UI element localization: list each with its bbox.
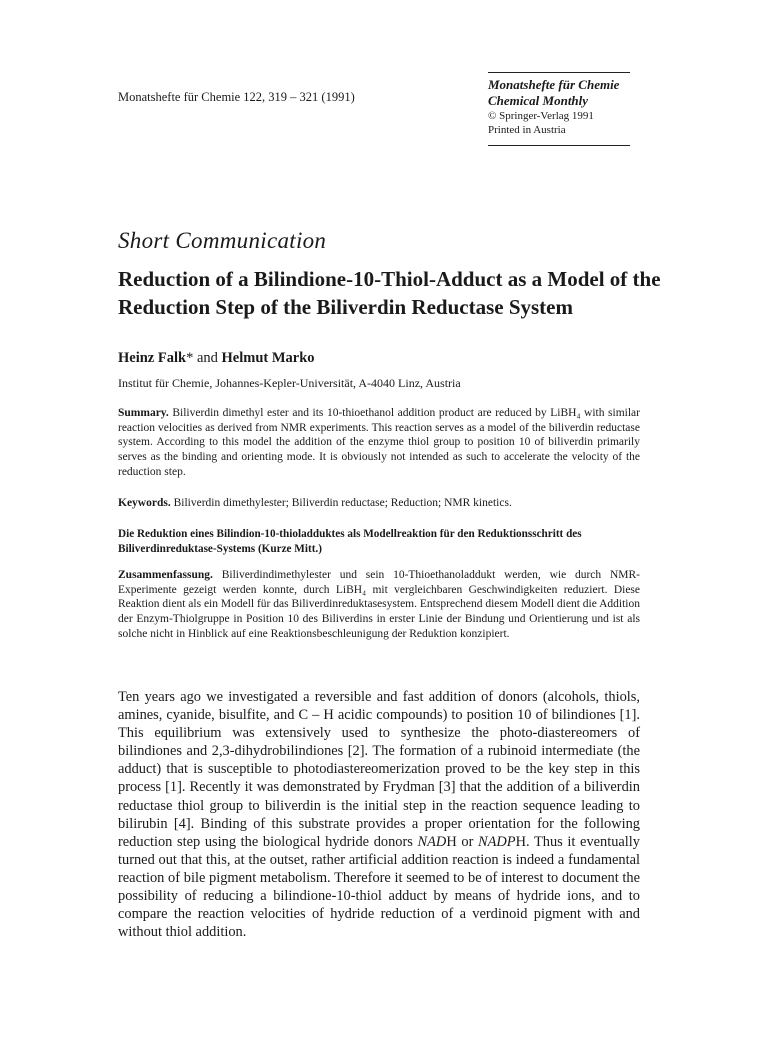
article-title: Reduction of a Bilindione-10-Thiol-Adduct as a Model of the Reduction Step of the Biliverdin Reductase System bbox=[118, 267, 661, 319]
authors bbox=[118, 350, 315, 367]
nadh-term: NAD bbox=[417, 833, 447, 850]
affiliation: Institut für Chemie, Johannes-Kepler-Universität, A-4040 Linz, Austria bbox=[118, 376, 461, 390]
journal-reference: Monatshefte für Chemie 122, 319 – 321 (1991) bbox=[118, 90, 355, 104]
author-separator: * and bbox=[186, 350, 222, 366]
zusammenfassung-paragraph bbox=[118, 568, 640, 642]
masthead-printed: Printed in Austria bbox=[488, 124, 566, 136]
zusammenfassung-label: Zusammenfassung. bbox=[118, 569, 213, 581]
masthead-journal-english: Chemical Monthly bbox=[488, 93, 589, 108]
german-title: Die Reduktion eines Bilindion-10-thioladduktes als Modellreaktion für den Reduktionsschritt des Biliverdinreduktase-Systems (Kurze Mitt.) bbox=[118, 528, 582, 555]
summary-text: Biliverdin dimethyl ester and its 10-thioethanol addition product are reduced by LiBH₄ with similar reaction velocities as derived from NMR experiments. This reaction serves as a model of the biliverdin reductase system. According to this model the addition of the enzyme thiol group to position 10 of biliverdin primarily serves as the binding and orienting mode. It is obviously not intended as such to accelerate the velocity of the reduction step. bbox=[118, 407, 640, 478]
masthead-copyright: © Springer-Verlag 1991 bbox=[488, 110, 594, 122]
masthead-journal-name: Monatshefte für Chemie bbox=[488, 77, 620, 92]
summary-paragraph bbox=[118, 406, 640, 480]
summary-label: Summary. bbox=[118, 407, 169, 419]
body-text-h1: H or bbox=[446, 833, 479, 850]
nadph-term: NADP bbox=[478, 833, 516, 850]
body-text-2: H. Thus it eventually turned out that this, at the outset, rather artificial addition reaction is indeed a fundamental reaction of bile pigment metabolism. Therefore it seemed to be of interest to document the possibility of reducing a bilindione-10-thiol adduct by means of hydride ions, and to compare the reaction velocities of hydride reduction of a verdinoid pigment with and without thiol addition. bbox=[118, 833, 640, 941]
zusammenfassung-text: Biliverdindimethylester und sein 10-Thioethanoladdukt werden, wie durch NMR-Experimente gezeigt werden konnte, durch LiBH₄ mit vergleichbaren Geschwindigkeiten reduziert. Diese Reaktion dient als ein Modell für das Biliverdinreduktasesystem. Entsprechend diesem Modell dient die Addition der Enzym-Thiolgruppe in Position 10 des Biliverdins in erster Linie der Bindung und Orientierung und ist als solche nicht in Hinblick auf eine Reaktionsbeschleunigung der Reduktion konzipiert. bbox=[118, 569, 640, 640]
keywords-paragraph bbox=[118, 497, 512, 509]
article-type: Short Communication bbox=[118, 228, 327, 253]
author-1: Heinz Falk bbox=[118, 350, 187, 366]
journal-masthead bbox=[488, 72, 630, 146]
body-paragraph bbox=[118, 688, 640, 941]
keywords-label: Keywords. bbox=[118, 497, 171, 509]
author-2: Helmut Marko bbox=[221, 350, 315, 366]
body-text-1: Ten years ago we investigated a reversible and fast addition of donors (alcohols, thiols, amines, cyanide, bisulfite, and C – H acidic compounds) to position 10 of bilindiones [1]. This equilibrium was extensively used to synthesize the photo-diastereomers of bilindiones and 2,3-dihydrobilindiones [2]. The formation of a rubinoid intermediate (the adduct) that is susceptible to photodiastereomerization proved to be the key step in this process [1]. Recently it was demonstrated by Frydman [3] that the addition of a biliverdin reductase thiol group to biliverdin is the initial step in the reaction sequence leading to bilirubin [4]. Binding of this substrate provides a proper orientation for the following reduction step using the biological hydride donors bbox=[118, 689, 640, 850]
keywords-text: Biliverdin dimethylester; Biliverdin reductase; Reduction; NMR kinetics. bbox=[170, 497, 512, 509]
